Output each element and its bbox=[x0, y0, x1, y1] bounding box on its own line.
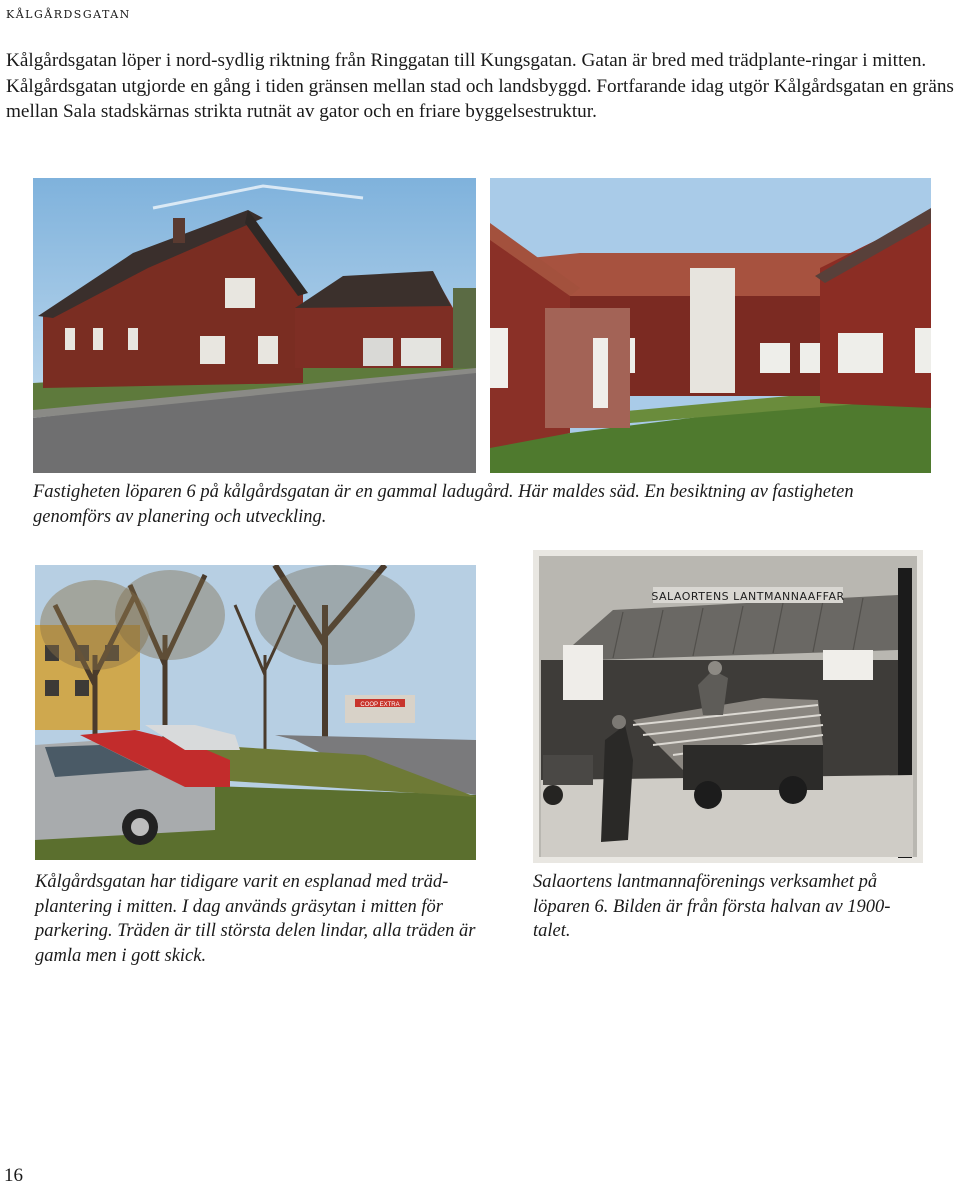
caption-bottom-left: Kålgårdsgatan har tidigare varit en esplanad med träd-plantering i mitten. I dag används gräsytan i mitten för parkering. Träden är till största delen lindar, alla träden är gamla men i gott skick. bbox=[35, 872, 476, 966]
photo-red-houses-street bbox=[33, 178, 476, 473]
photo-esplanade-parking bbox=[35, 565, 476, 860]
section-header: kålgårdsgatan bbox=[6, 4, 131, 22]
intro-paragraph: Kålgårdsgatan löper i nord-sydlig riktning från Ringgatan till Kungsgatan. Gatan är bred med trädplante-ringar i mitten. Kålgårdsgatan utgjorde en gång i tiden gränsen mellan stad och landsbyggd. Fortfarande idag utgör Kålgårdsgatan en gräns mellan Sala stadskärnas strikta rutnät av gator och en friare byggelsestruktur. bbox=[6, 50, 954, 122]
historic-sign: SALAORTENS LANTMANNAAFFAR bbox=[651, 590, 845, 603]
photo-barn-courtyard bbox=[490, 178, 931, 473]
caption-bottom-right: Salaortens lantmannaförenings verksamhet på löparen 6. Bilden är från första halvan av 1900-talet. bbox=[533, 872, 891, 941]
photo-historic-lantmannaaffar bbox=[533, 550, 923, 863]
caption-top: Fastigheten löparen 6 på kålgårdsgatan är en gammal ladugård. Här maldes säd. En besiktning av fastigheten genomförs av planering och utveckling. bbox=[33, 482, 854, 527]
page-number: 16 bbox=[4, 1165, 23, 1186]
store-sign: COOP EXTRA bbox=[360, 702, 400, 708]
